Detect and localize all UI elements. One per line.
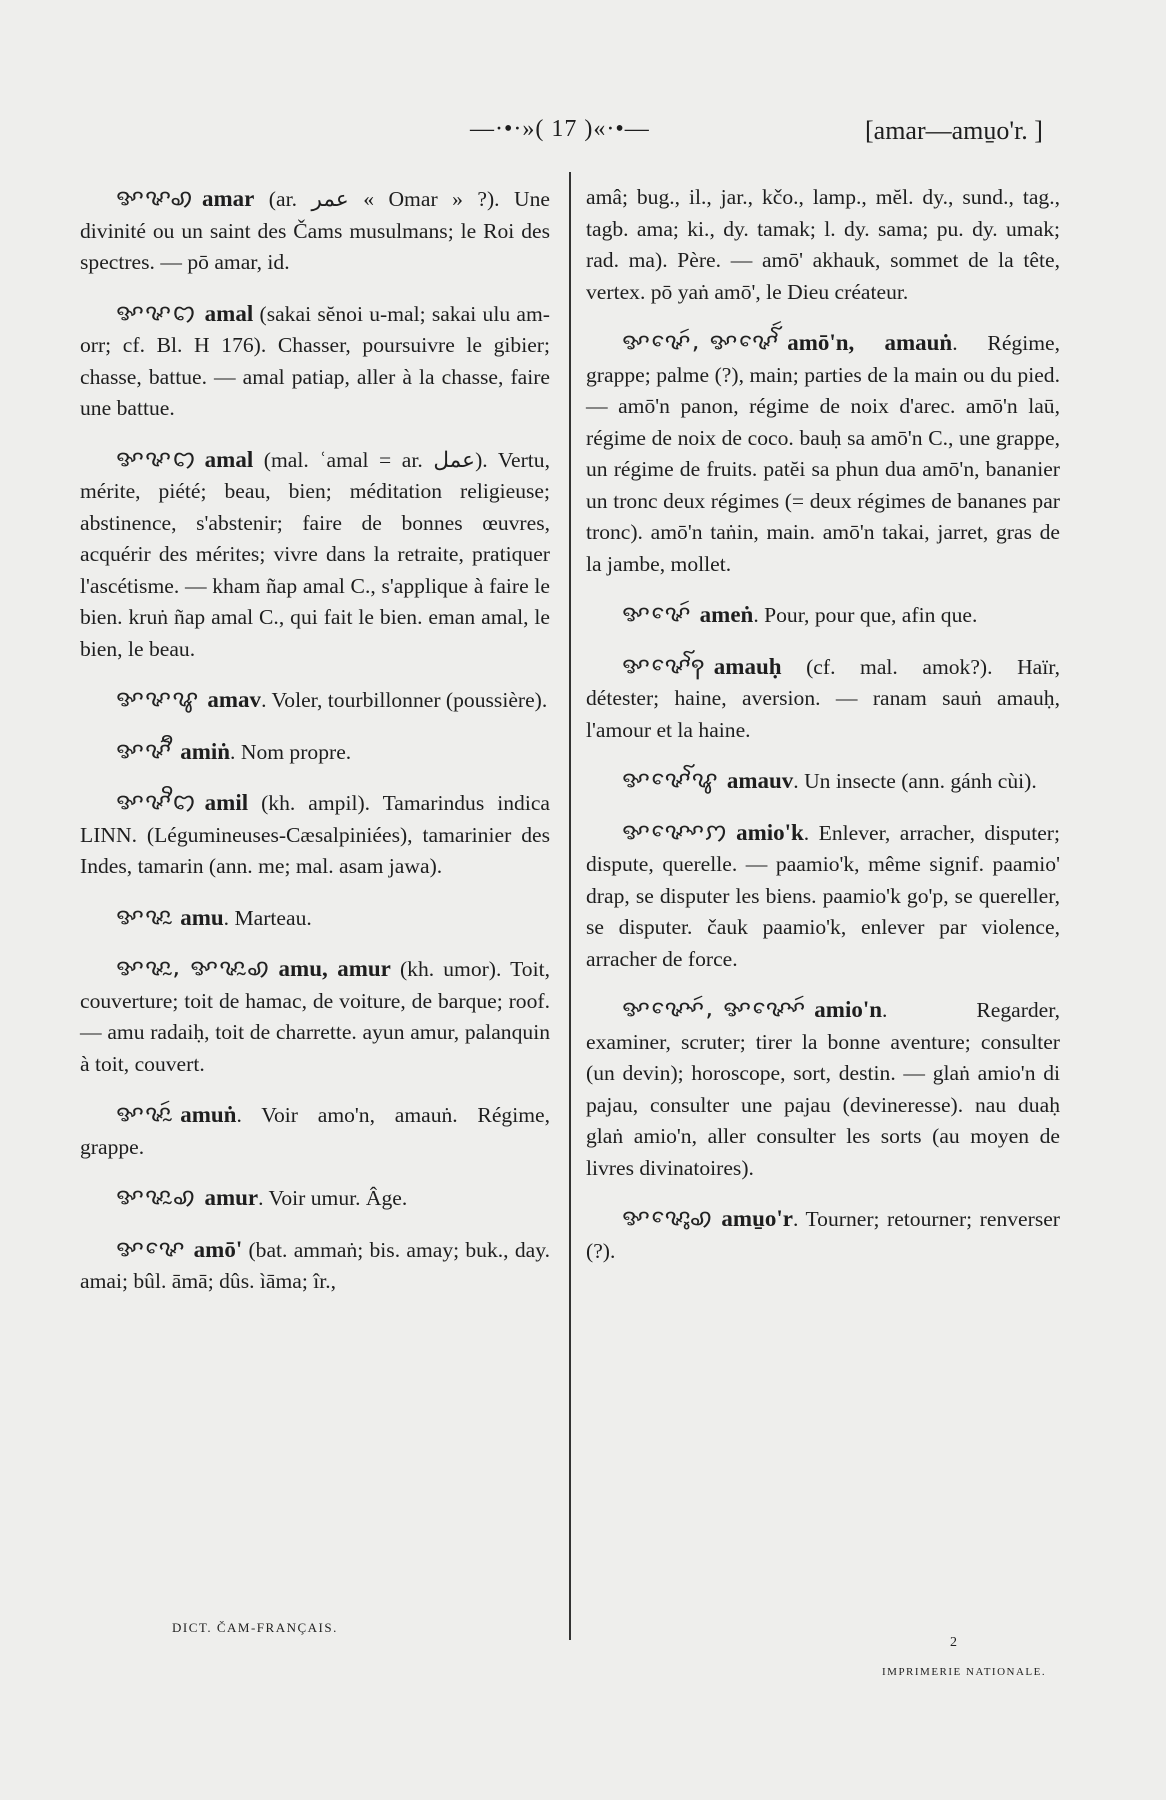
definition-text: (mal. ʿamal = ar. عمل). Vertu, mérite, piété; beau, bien; méditation religieuse; abstinence, s'abstenir; faire de bonnes œuvres, acquérir des mérites; vivre dans la retraite, pratiquer l'ascétisme. — kham ñap amal C., s'applique à faire le bien. kruṅ ñap amal C., qui fait le bien. eman amal, le bien, le beau. bbox=[80, 447, 550, 661]
dictionary-entry bbox=[586, 182, 1060, 308]
headword: amu, amur bbox=[278, 956, 391, 981]
definition-text: . Régime, grappe; palme (?), main; parties de la main ou du pied. — amō'n panon, régime de noix d'arec. amō'n laū, régime de noix de coco. bauḥ sa amō'n C., une grappe, un régime de fruits. patĕi sa phun dua amō'n, bananier un tronc deux régimes (= deux régimes de bananes par tronc). amō'n taṅin, main. amō'n takai, jarret, gras de la jambe, mollet. bbox=[586, 331, 1060, 576]
cham-script-word: ꨀꨟꨶꨯꩉ bbox=[622, 1204, 714, 1231]
headword: amio'k bbox=[736, 819, 804, 845]
definition-text: (bat. ammaṅ; bis. amay; buk., day. amai; bûl. āmā; dûs. ìāma; îr., bbox=[80, 1237, 550, 1293]
dictionary-entry bbox=[586, 764, 1060, 798]
definition-text: . Tourner; retourner; renverser (?). bbox=[586, 1207, 1060, 1263]
definition-text: . Pour, pour que, afin que. bbox=[753, 603, 978, 627]
dictionary-entry bbox=[80, 443, 550, 666]
dictionary-entry bbox=[80, 901, 550, 935]
dictionary-entry bbox=[586, 650, 1060, 747]
definition-text: . Voler, tourbillonner (poussière). bbox=[261, 688, 548, 712]
cham-script-word: ꨀꨟꨯꨱꩍ bbox=[622, 651, 706, 679]
cham-script-word: ꨀꨟꩉ bbox=[116, 184, 194, 211]
definition-text: (cf. mal. amok?). Haïr, détester; haine, aversion. — ranam sauṅ amauḥ, l'amour et la haine. bbox=[586, 654, 1060, 742]
definition-text: . Voir umur. Âge. bbox=[258, 1186, 408, 1210]
headword: amauv bbox=[726, 768, 794, 793]
definition-text: . Regarder, examiner, scruter; tirer la bonne aventure; consulter (un devin); horoscope, sort, destin. — glaṅ amio'n di pajau, consulter une pajau (devineresse). nau duaḥ glaṅ amio'n, aller consulter les sorts (au moyen de livres divinatoires). bbox=[586, 998, 1060, 1180]
headword: amal bbox=[204, 446, 254, 472]
column-divider bbox=[569, 172, 571, 1640]
cham-script-word: ꨀꨟꩊ bbox=[116, 298, 197, 326]
cham-script-word: ꨀꨟꩊ bbox=[116, 444, 197, 472]
cham-script-word: ꨀꨟꨯꩃ bbox=[622, 600, 692, 627]
headword: amauḥ bbox=[713, 653, 782, 679]
footer-title: DICT. ČAM-FRANÇAIS. bbox=[172, 1620, 338, 1635]
headword: amal bbox=[204, 300, 254, 326]
signature-mark: 2 bbox=[950, 1635, 957, 1650]
definition-text: . Un insecte (ann. gánh cùi). bbox=[793, 769, 1037, 793]
headword: amu̱o'r bbox=[721, 1206, 793, 1231]
cham-script-word: ꨀꨟꨭ, ꨀꨟꨭꩉ bbox=[116, 954, 271, 981]
dictionary-entry bbox=[80, 683, 550, 717]
headword: amuṅ bbox=[180, 1102, 237, 1127]
page-number: —·•·»( 17 )«·•— bbox=[470, 116, 650, 142]
cham-script-word: ꨀꨟꨯꨱꨥ bbox=[622, 766, 719, 793]
headword: amiṅ bbox=[180, 738, 231, 764]
dictionary-entry bbox=[80, 1098, 550, 1163]
dictionary-entry bbox=[80, 1233, 550, 1298]
dictionary-entry bbox=[586, 993, 1060, 1184]
headword: amō' bbox=[193, 1236, 243, 1262]
headword: amō'n, amauṅ bbox=[787, 330, 953, 355]
headword: amar bbox=[201, 186, 255, 211]
dictionary-entry bbox=[586, 816, 1060, 976]
cham-script-word: ꨀꨟꨭꩃ bbox=[116, 1100, 173, 1127]
dictionary-entry bbox=[586, 1202, 1060, 1267]
cham-script-word: ꨀꨟꨳꨯꩃ, ꨀꨟꨳꨯꩃ bbox=[622, 995, 807, 1022]
definition-text: . Enlever, arracher, disputer; dispute, querelle. — paamio'k, même signif. paamio' drap, se disputer les biens. paamio'k go'p, se quereller, se disputer. čauk paamio'k, enlever par violence, arracher de force. bbox=[586, 820, 1060, 971]
dictionary-entry bbox=[586, 598, 1060, 632]
headword-range: [amar—amu̱o'r. ] bbox=[865, 116, 1043, 145]
definition-text: . Voir amo'n, amauṅ. Régime, grappe. bbox=[80, 1103, 550, 1159]
dictionary-entry bbox=[80, 952, 550, 1080]
headword: ameṅ bbox=[699, 602, 754, 627]
dictionary-entry bbox=[80, 735, 550, 769]
dictionary-entry bbox=[80, 1181, 550, 1215]
right-column bbox=[586, 182, 1060, 1285]
cham-script-word: ꨀꨟꨭꩉ bbox=[116, 1183, 197, 1210]
dictionary-entry bbox=[586, 326, 1060, 580]
headword: amu bbox=[180, 904, 224, 930]
headword: amio'n bbox=[814, 997, 883, 1022]
definition-text: (kh. umor). Toit, couverture; toit de hamac, de voiture, de barque; roof. — amu radaiḥ, toit de charrette. ayun amur, palanquin à toit, couvert. bbox=[80, 957, 550, 1076]
definition-text: (sakai sĕnoi u-mal; sakai ulu am-orr; cf. Bl. H 176). Chasser, poursuivre le gibier; chasse, battue. — amal patiap, aller à la chasse, faire une battue. bbox=[80, 301, 550, 420]
printer-imprint: IMPRIMERIE NATIONALE. bbox=[882, 1666, 1047, 1678]
headword: amil bbox=[204, 790, 249, 815]
definition-text: . Nom propre. bbox=[230, 739, 352, 764]
cham-script-word: ꨀꨟꨥ bbox=[116, 685, 200, 712]
definition-text: (ar. عمر « Omar » ?). Une divinité ou un saint des Čams musulmans; le Roi des spectres. — pō amar, id. bbox=[80, 187, 550, 274]
cham-script-word: ꨀꨟꨯ bbox=[116, 1234, 186, 1262]
cham-script-word: ꨀꨟꨳꨯꩀ bbox=[622, 817, 729, 845]
cham-script-word: ꨀꨟꨪꩃ bbox=[116, 736, 173, 764]
definition-text: . Marteau. bbox=[223, 905, 312, 930]
cham-script-word: ꨀꨟꨪꩊ bbox=[116, 788, 197, 815]
headword: amur bbox=[204, 1185, 259, 1210]
dictionary-entry bbox=[80, 786, 550, 883]
dictionary-entry bbox=[80, 182, 550, 279]
cham-script-word: ꨀꨟꨯꩃ, ꨀꨟꨯꨱꩃ bbox=[622, 328, 780, 355]
definition-text: (kh. ampil). Tamarindus indica LINN. (Légumineuses-Cæsalpiniées), tamarinier des Indes, tamarin (ann. me; mal. asam jawa). bbox=[80, 791, 550, 878]
definition-text: amâ; bug., il., jar., kčo., lamp., mĕl. dy., sund., tag., tagb. ama; ki., dy. tamak; l. dy. sama; pu. dy. umak; rad. ma). Père. — amō' akhauk, sommet de la tête, vertex. pō yaṅ amō', le Dieu créateur. bbox=[586, 185, 1060, 304]
headword: amav bbox=[207, 687, 262, 712]
cham-script-word: ꨀꨟꨭ bbox=[116, 902, 173, 930]
left-column bbox=[80, 182, 550, 1316]
dictionary-entry bbox=[80, 297, 550, 425]
